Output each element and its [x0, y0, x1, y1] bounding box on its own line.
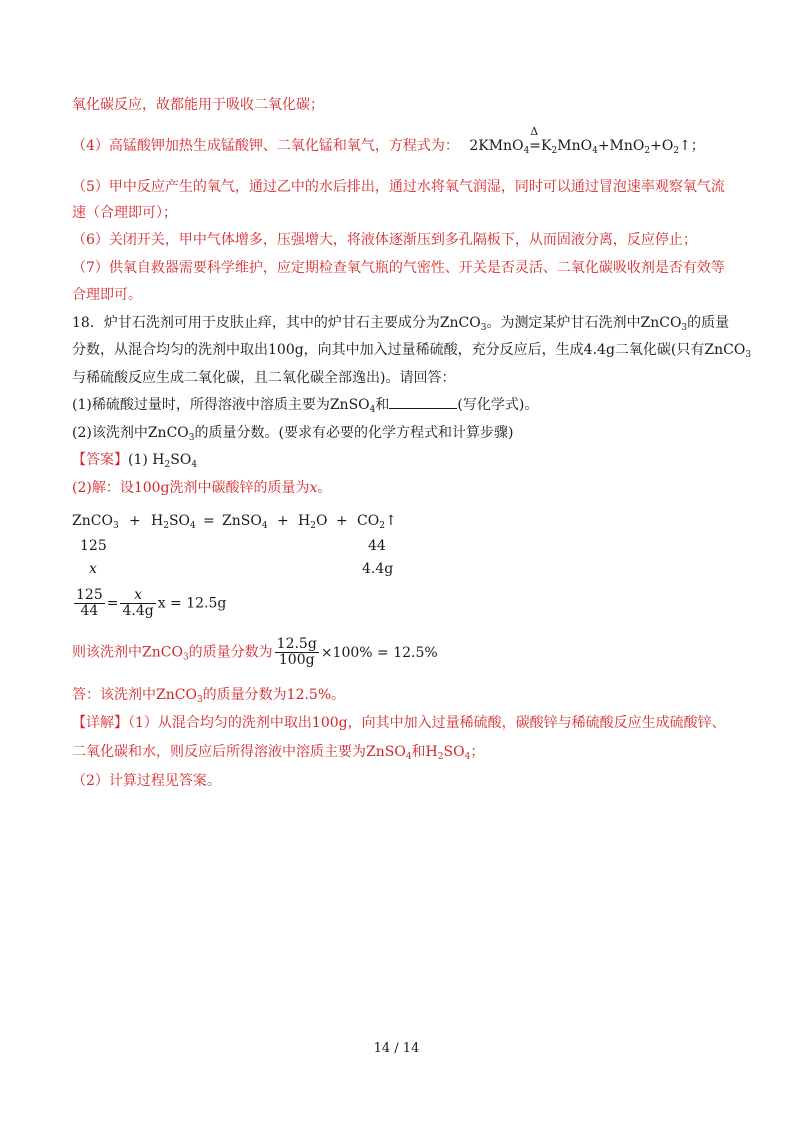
molar-mass-co2: 44 [368, 538, 386, 554]
mass-fraction-line: 则该洗剂中ZnCO$_3$的质量分数为 $\frac{12.5g}{100g}$ ×100% = 12.5% [72, 636, 438, 668]
q18-line-1: 18．炉甘石洗剂可用于皮肤止痒，其中的炉甘石主要成分为ZnCO$_3$。为测定某炉甘石洗剂中ZnCO$_3$的质量 [72, 315, 730, 333]
answer-tag: 【答案】 [72, 452, 128, 468]
prev-answer-line-2-text: （4）高锰酸钾加热生成锰酸钾、二氧化锰和氧气，方程式为： [72, 138, 459, 154]
answer-line-2: (2)解：设100g洗剂中碳酸锌的质量为x。 [72, 480, 332, 496]
prev-answer-line-7: 合理即可。 [72, 287, 142, 303]
detail-line-3: （2）计算过程见答案。 [72, 773, 221, 789]
molar-mass-znco3: 125 [80, 538, 107, 554]
mass-co2: 4.4g [362, 561, 394, 577]
prev-answer-line-1: 氧化碳反应，故都能用于吸收二氧化碳； [72, 97, 324, 113]
q18-line-3: 与稀硫酸反应生成二氧化碳，且二氧化碳全部逸出)。请回答： [72, 370, 456, 386]
detail-line-1: 【详解】（1）从混合均匀的洗剂中取出100g，向其中加入过量稀硫酸，碳酸锌与稀硫酸反应生成硫酸锌、 [72, 715, 726, 731]
q18-part-1: (1)稀硫酸过量时，所得溶液中溶质主要为ZnSO$_4$和 (写化学式)。 [72, 397, 539, 415]
unknown-x: x [89, 561, 97, 577]
q18-part-2: (2)该洗剂中ZnCO$_3$的质量分数。(要求有必要的化学方程式和计算步骤) [72, 425, 514, 443]
answer-blank [389, 396, 457, 409]
detail-tag: 【详解】 [72, 715, 128, 731]
answer-line-1: 【答案】(1) $H_2SO_4$ [72, 452, 198, 470]
page-number: 14 / 14 [373, 1041, 420, 1056]
kmno4-equation: 2KMnO$_4$ Δ $=K_2MnO_4+MnO_2+O_2↑$； [469, 125, 705, 156]
prev-answer-line-2 [72, 125, 705, 156]
prev-answer-line-3: （5）甲中反应产生的氧气，通过乙中的水后排出，通过水将氧气润湿，同时可以通过冒泡速率观察氧气流 [72, 179, 725, 195]
prev-answer-line-6: （7）供氧自救器需要科学维护，应定期检查氧气瓶的气密性、开关是否灵活、二氧化碳吸收剂是否有效等 [72, 260, 725, 276]
prev-answer-line-5: （6）关闭开关，甲中气体增多，压强增大，将液体逐渐压到多孔隔板下，从而固液分离，反应停止； [72, 232, 697, 248]
heat-symbol: Δ [530, 125, 539, 138]
prev-answer-line-4: 速（合理即可）； [72, 205, 177, 221]
ratio-equation: $\frac{125}{44}$ = $\frac{x}{4.4g}$ x = 12.5g [76, 587, 227, 619]
q18-line-2: 分数，从混合均匀的洗剂中取出100g，向其中加入过量稀硫酸，充分反应后，生成4.4g二氧化碳(只有ZnCO$_3$ [72, 342, 752, 360]
detail-line-2: 二氧化碳和水，则反应后所得溶液中溶质主要为ZnSO$_4$和$H_2SO_4$； [72, 744, 485, 762]
answer-conclusion: 答：该洗剂中ZnCO$_3$的质量分数为12.5%。 [72, 687, 346, 705]
